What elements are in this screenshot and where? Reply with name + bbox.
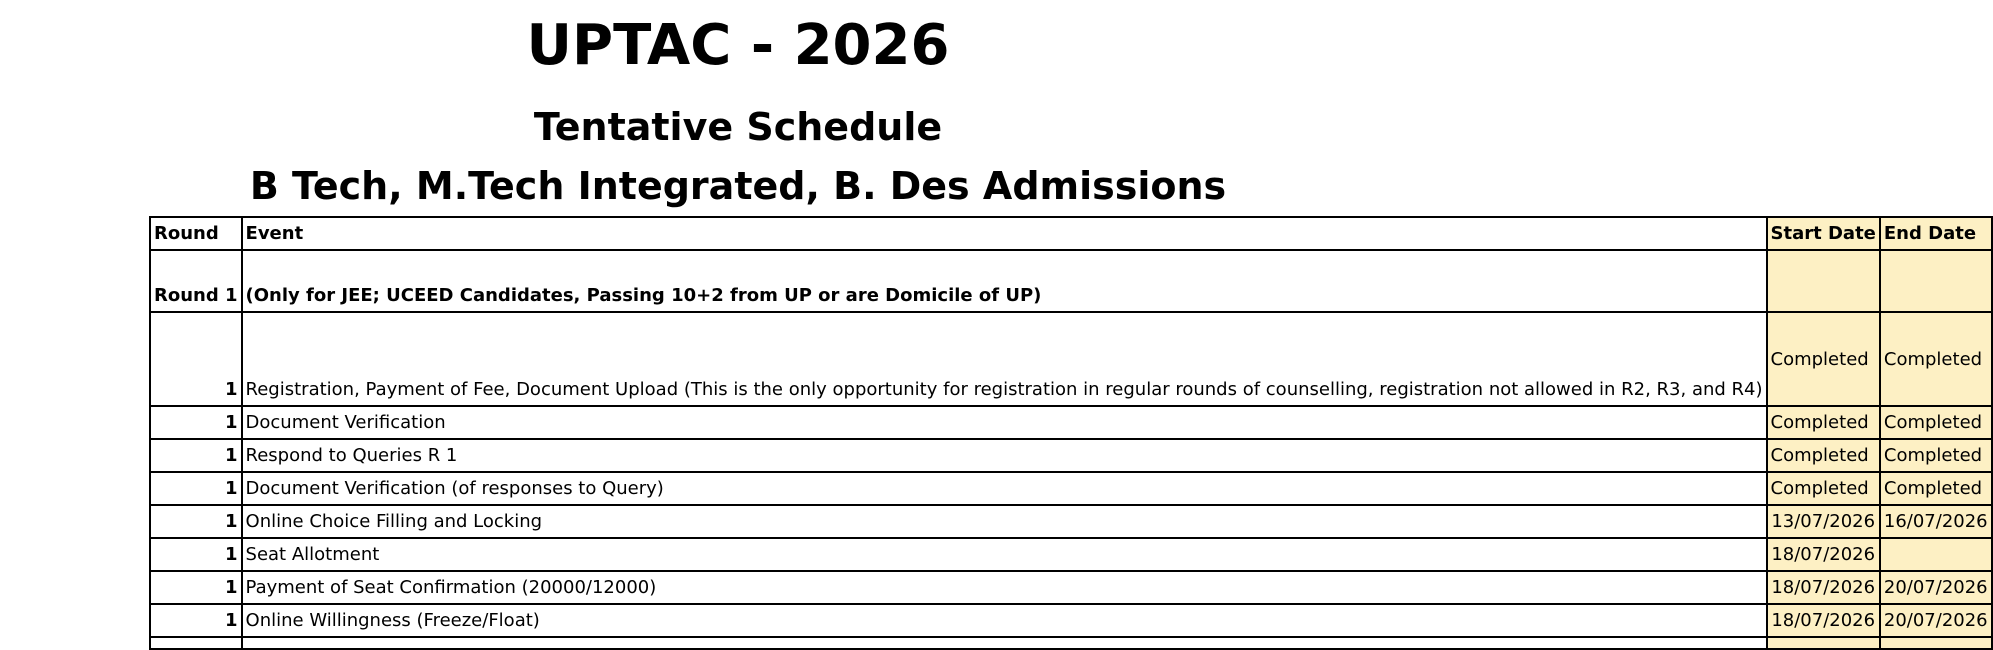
event-cell (242, 637, 1767, 649)
event-cell: Seat Allotment (242, 538, 1767, 571)
event-cell: Online Choice Filling and Locking (242, 505, 1767, 538)
end-date-cell: Completed (1880, 406, 1992, 439)
end-date-cell (1880, 637, 1992, 649)
round-number: 1 (150, 604, 242, 637)
admissions-subtitle: B Tech, M.Tech Integrated, B. Des Admissions (249, 164, 1227, 208)
round-number: 1 (150, 571, 242, 604)
event-cell: Document Verification (242, 406, 1767, 439)
round-eligibility-note: (Only for JEE; UCEED Candidates, Passing 10+2 from UP or are Domicile of UP) (242, 250, 1767, 312)
start-date-cell: 13/07/2026 (1767, 505, 1880, 538)
end-date-cell (1880, 538, 1992, 571)
schedule-table (149, 216, 1993, 650)
event-cell: Document Verification (of responses to Query) (242, 472, 1767, 505)
event-cell: Payment of Seat Confirmation (20000/12000) (242, 571, 1767, 604)
round-number: 1 (150, 312, 242, 406)
schedule-subtitle: Tentative Schedule (533, 105, 943, 149)
table-row (150, 406, 1992, 439)
round-number: 1 (150, 472, 242, 505)
start-date-cell: Completed (1767, 472, 1880, 505)
table-row (150, 439, 1992, 472)
round-number: 1 (150, 538, 242, 571)
end-date-cell (1880, 250, 1992, 312)
round-header-row (150, 250, 1992, 312)
table-row (150, 571, 1992, 604)
event-cell: Online Willingness (Freeze/Float) (242, 604, 1767, 637)
table-row (150, 604, 1992, 637)
end-date-cell: Completed (1880, 472, 1992, 505)
start-date-cell: Completed (1767, 406, 1880, 439)
round-number: 1 (150, 439, 242, 472)
event-cell: Registration, Payment of Fee, Document Upload (This is the only opportunity for registration in regular rounds of counselling, registration not allowed in R2, R3, and R4) (242, 312, 1767, 406)
end-date-cell: 16/07/2026 (1880, 505, 1992, 538)
round-number: 1 (150, 505, 242, 538)
start-date-cell: 18/07/2026 (1767, 604, 1880, 637)
table-header-row (150, 217, 1992, 250)
end-date-cell: Completed (1880, 439, 1992, 472)
header-event: Event (242, 217, 1767, 250)
start-date-cell (1767, 250, 1880, 312)
table-row (150, 505, 1992, 538)
start-date-cell: 18/07/2026 (1767, 538, 1880, 571)
table-row-partial (150, 637, 1992, 649)
start-date-cell (1767, 637, 1880, 649)
page-title: UPTAC - 2026 (526, 13, 950, 78)
start-date-cell: Completed (1767, 439, 1880, 472)
round-number: 1 (150, 406, 242, 439)
table-row (150, 538, 1992, 571)
end-date-cell: 20/07/2026 (1880, 571, 1992, 604)
start-date-cell: Completed (1767, 312, 1880, 406)
end-date-cell: 20/07/2026 (1880, 604, 1992, 637)
event-cell: Respond to Queries R 1 (242, 439, 1767, 472)
header-start-date: Start Date (1767, 217, 1880, 250)
start-date-cell: 18/07/2026 (1767, 571, 1880, 604)
header-end-date: End Date (1880, 217, 1992, 250)
end-date-cell: Completed (1880, 312, 1992, 406)
table-row (150, 312, 1992, 406)
round-number (150, 637, 242, 649)
table-row (150, 472, 1992, 505)
header-round: Round (150, 217, 242, 250)
round-label: Round 1 (150, 250, 242, 312)
